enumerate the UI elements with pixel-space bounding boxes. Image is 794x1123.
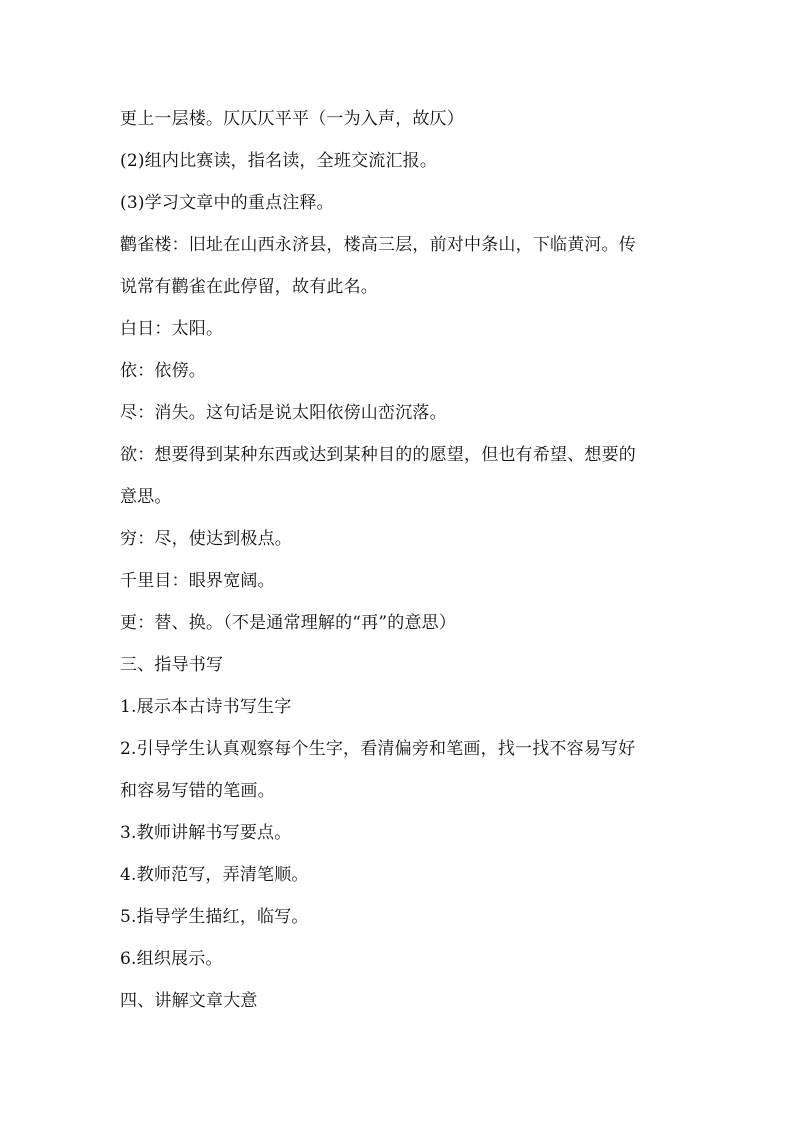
text-line: 意思。 — [120, 487, 172, 507]
document-body — [120, 98, 680, 1022]
text-line: 欲：想要得到某种东西或达到某种目的的愿望，但也有希望、想要的 — [120, 445, 636, 465]
list-item: 6.组织展示。 — [120, 949, 223, 969]
text-line: (2)组内比赛读，指名读，全班交流汇报。 — [120, 151, 438, 171]
text-line: 更上一层楼。仄仄仄平平（一为入声，故仄） — [120, 109, 464, 129]
section-heading: 三、指导书写 — [120, 655, 224, 675]
text-line: 穷：尽，使达到极点。 — [120, 529, 292, 549]
text-line: 尽：消失。这句话是说太阳依傍山峦沉落。 — [120, 403, 447, 423]
text-line: 千里目：眼界宽阔。 — [120, 571, 275, 591]
list-item: 4.教师范写，弄清笔顺。 — [120, 865, 309, 885]
list-item-continuation: 和容易写错的笔画。 — [120, 781, 275, 801]
text-line: 鹳雀楼：旧址在山西永济县，楼高三层，前对中条山，下临黄河。传 — [120, 235, 636, 255]
list-item: 3.教师讲解书写要点。 — [120, 823, 292, 843]
list-item: 5.指导学生描红，临写。 — [120, 907, 309, 927]
text-line: (3)学习文章中的重点注释。 — [120, 193, 334, 213]
list-item: 2.引导学生认真观察每个生字，看清偏旁和笔画，找一找不容易写好 — [120, 739, 636, 759]
text-line: 白日：太阳。 — [120, 319, 224, 339]
text-line: 依：依傍。 — [120, 361, 206, 381]
text-line: 更：替、换。（不是通常理解的“再”的意思） — [120, 613, 457, 633]
list-item: 1.展示本古诗书写生字 — [120, 697, 292, 717]
text-line: 说常有鹳雀在此停留，故有此名。 — [120, 277, 378, 297]
section-heading: 四、讲解文章大意 — [120, 991, 258, 1011]
